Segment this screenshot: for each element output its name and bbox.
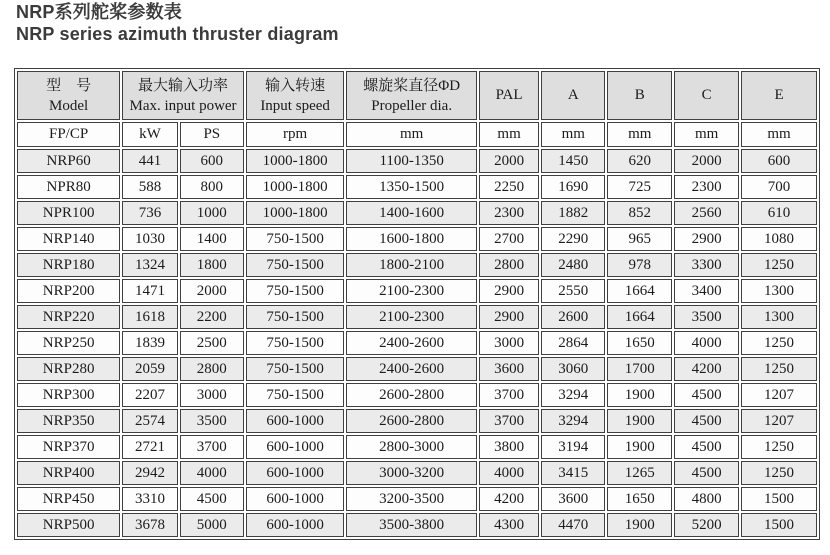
unit-cell: mm bbox=[607, 122, 672, 147]
value-cell: 4500 bbox=[674, 383, 739, 407]
unit-cell: mm bbox=[674, 122, 739, 147]
value-cell: 725 bbox=[607, 175, 672, 199]
table-row bbox=[17, 227, 817, 251]
value-cell: 610 bbox=[741, 201, 817, 225]
value-cell: 2800-3000 bbox=[346, 435, 477, 459]
value-cell: 1300 bbox=[741, 279, 817, 303]
value-cell: 750-1500 bbox=[246, 305, 345, 329]
col-header-power-cn: 最大输入功率 bbox=[138, 77, 229, 94]
value-cell: 3294 bbox=[541, 409, 605, 433]
value-cell: 1324 bbox=[122, 253, 178, 277]
value-cell: 600-1000 bbox=[246, 435, 345, 459]
model-cell: NRP350 bbox=[17, 409, 120, 433]
value-cell: 5200 bbox=[674, 513, 739, 537]
value-cell: 3415 bbox=[541, 461, 605, 485]
value-cell: 2400-2600 bbox=[346, 357, 477, 381]
value-cell: 2550 bbox=[541, 279, 605, 303]
value-cell: 3700 bbox=[479, 383, 539, 407]
value-cell: 2000 bbox=[674, 149, 739, 173]
value-cell: 2480 bbox=[541, 253, 605, 277]
value-cell: 1900 bbox=[607, 409, 672, 433]
value-cell: 2700 bbox=[479, 227, 539, 251]
value-cell: 2942 bbox=[122, 461, 178, 485]
model-cell: NRP180 bbox=[17, 253, 120, 277]
value-cell: 4470 bbox=[541, 513, 605, 537]
value-cell: 2800 bbox=[479, 253, 539, 277]
value-cell: 2000 bbox=[180, 279, 244, 303]
value-cell: 1000-1800 bbox=[246, 201, 345, 225]
value-cell: 1882 bbox=[541, 201, 605, 225]
col-header-model-cn: 型 号 bbox=[46, 77, 92, 94]
value-cell: 1250 bbox=[741, 331, 817, 355]
value-cell: 620 bbox=[607, 149, 672, 173]
thruster-spec-table bbox=[14, 68, 820, 540]
value-cell: 1400 bbox=[180, 227, 244, 251]
value-cell: 3500 bbox=[180, 409, 244, 433]
value-cell: 2900 bbox=[479, 305, 539, 329]
model-cell: NRP300 bbox=[17, 383, 120, 407]
value-cell: 1207 bbox=[741, 409, 817, 433]
value-cell: 2250 bbox=[479, 175, 539, 199]
value-cell: 3300 bbox=[674, 253, 739, 277]
value-cell: 1000-1800 bbox=[246, 175, 345, 199]
value-cell: 1650 bbox=[607, 487, 672, 511]
table-row bbox=[17, 331, 817, 355]
value-cell: 1600-1800 bbox=[346, 227, 477, 251]
table-row bbox=[17, 305, 817, 329]
value-cell: 441 bbox=[122, 149, 178, 173]
page-title-en: NRP series azimuth thruster diagram bbox=[16, 24, 339, 44]
value-cell: 2290 bbox=[541, 227, 605, 251]
value-cell: 750-1500 bbox=[246, 331, 345, 355]
value-cell: 600 bbox=[180, 149, 244, 173]
value-cell: 1664 bbox=[607, 305, 672, 329]
model-cell: NRP200 bbox=[17, 279, 120, 303]
table-row bbox=[17, 357, 817, 381]
value-cell: 5000 bbox=[180, 513, 244, 537]
value-cell: 1471 bbox=[122, 279, 178, 303]
model-cell: NRP280 bbox=[17, 357, 120, 381]
value-cell: 3000 bbox=[180, 383, 244, 407]
value-cell: 3000 bbox=[479, 331, 539, 355]
unit-cell: kW bbox=[122, 122, 178, 147]
table-row bbox=[17, 383, 817, 407]
value-cell: 4500 bbox=[674, 435, 739, 459]
value-cell: 2721 bbox=[122, 435, 178, 459]
value-cell: 1900 bbox=[607, 513, 672, 537]
col-header-speed-en: Input speed bbox=[260, 97, 330, 114]
value-cell: 2900 bbox=[479, 279, 539, 303]
value-cell: 4500 bbox=[674, 409, 739, 433]
table-row bbox=[17, 279, 817, 303]
table-row bbox=[17, 409, 817, 433]
value-cell: 1000-1800 bbox=[246, 149, 345, 173]
value-cell: 1250 bbox=[741, 357, 817, 381]
value-cell: 2100-2300 bbox=[346, 279, 477, 303]
value-cell: 2200 bbox=[180, 305, 244, 329]
value-cell: 1265 bbox=[607, 461, 672, 485]
value-cell: 4300 bbox=[479, 513, 539, 537]
value-cell: 600-1000 bbox=[246, 513, 345, 537]
value-cell: 3400 bbox=[674, 279, 739, 303]
value-cell: 600 bbox=[741, 149, 817, 173]
value-cell: 3500 bbox=[674, 305, 739, 329]
value-cell: 600-1000 bbox=[246, 409, 345, 433]
col-header-model bbox=[17, 71, 120, 120]
table-row bbox=[17, 487, 817, 511]
value-cell: 3700 bbox=[180, 435, 244, 459]
value-cell: 1000 bbox=[180, 201, 244, 225]
value-cell: 750-1500 bbox=[246, 383, 345, 407]
model-cell: NRP140 bbox=[17, 227, 120, 251]
value-cell: 1900 bbox=[607, 435, 672, 459]
col-header-speed-cn: 输入转速 bbox=[265, 77, 326, 94]
model-cell: NRP500 bbox=[17, 513, 120, 537]
value-cell: 4000 bbox=[180, 461, 244, 485]
model-cell: NRP250 bbox=[17, 331, 120, 355]
value-cell: 1080 bbox=[741, 227, 817, 251]
value-cell: 3194 bbox=[541, 435, 605, 459]
value-cell: 750-1500 bbox=[246, 227, 345, 251]
value-cell: 1250 bbox=[741, 461, 817, 485]
value-cell: 2207 bbox=[122, 383, 178, 407]
value-cell: 3500-3800 bbox=[346, 513, 477, 537]
value-cell: 2300 bbox=[674, 175, 739, 199]
value-cell: 1664 bbox=[607, 279, 672, 303]
model-cell: NPR80 bbox=[17, 175, 120, 199]
value-cell: 750-1500 bbox=[246, 253, 345, 277]
unit-cell: mm bbox=[741, 122, 817, 147]
value-cell: 3600 bbox=[541, 487, 605, 511]
col-header-e: E bbox=[741, 71, 817, 120]
page-title bbox=[16, 1, 339, 45]
value-cell: 1250 bbox=[741, 253, 817, 277]
value-cell: 2600-2800 bbox=[346, 409, 477, 433]
value-cell: 1690 bbox=[541, 175, 605, 199]
value-cell: 1618 bbox=[122, 305, 178, 329]
value-cell: 4500 bbox=[180, 487, 244, 511]
value-cell: 2300 bbox=[479, 201, 539, 225]
value-cell: 1450 bbox=[541, 149, 605, 173]
value-cell: 3600 bbox=[479, 357, 539, 381]
value-cell: 4800 bbox=[674, 487, 739, 511]
unit-cell: mm bbox=[479, 122, 539, 147]
value-cell: 1700 bbox=[607, 357, 672, 381]
value-cell: 3200-3500 bbox=[346, 487, 477, 511]
col-header-max-input-power bbox=[122, 71, 244, 120]
value-cell: 600-1000 bbox=[246, 487, 345, 511]
model-cell: NRP400 bbox=[17, 461, 120, 485]
col-header-model-en: Model bbox=[49, 97, 89, 114]
value-cell: 4200 bbox=[674, 357, 739, 381]
table-row bbox=[17, 175, 817, 199]
header-row bbox=[17, 71, 817, 120]
value-cell: 750-1500 bbox=[246, 357, 345, 381]
value-cell: 2560 bbox=[674, 201, 739, 225]
model-cell: NRP450 bbox=[17, 487, 120, 511]
value-cell: 852 bbox=[607, 201, 672, 225]
value-cell: 1100-1350 bbox=[346, 149, 477, 173]
value-cell: 3000-3200 bbox=[346, 461, 477, 485]
value-cell: 2400-2600 bbox=[346, 331, 477, 355]
value-cell: 2059 bbox=[122, 357, 178, 381]
value-cell: 600-1000 bbox=[246, 461, 345, 485]
table-body bbox=[17, 149, 817, 537]
table-row bbox=[17, 253, 817, 277]
value-cell: 2574 bbox=[122, 409, 178, 433]
value-cell: 3800 bbox=[479, 435, 539, 459]
value-cell: 1500 bbox=[741, 513, 817, 537]
value-cell: 1400-1600 bbox=[346, 201, 477, 225]
unit-cell: rpm bbox=[246, 122, 345, 147]
value-cell: 1207 bbox=[741, 383, 817, 407]
unit-cell: PS bbox=[180, 122, 244, 147]
value-cell: 1800 bbox=[180, 253, 244, 277]
value-cell: 965 bbox=[607, 227, 672, 251]
value-cell: 2864 bbox=[541, 331, 605, 355]
col-header-input-speed bbox=[246, 71, 345, 120]
value-cell: 1350-1500 bbox=[346, 175, 477, 199]
model-cell: NRP370 bbox=[17, 435, 120, 459]
value-cell: 3294 bbox=[541, 383, 605, 407]
value-cell: 750-1500 bbox=[246, 279, 345, 303]
value-cell: 1900 bbox=[607, 383, 672, 407]
col-header-c: C bbox=[674, 71, 739, 120]
table-row bbox=[17, 461, 817, 485]
value-cell: 2800 bbox=[180, 357, 244, 381]
value-cell: 2500 bbox=[180, 331, 244, 355]
unit-cell: FP/CP bbox=[17, 122, 120, 147]
value-cell: 700 bbox=[741, 175, 817, 199]
col-header-pal: PAL bbox=[479, 71, 539, 120]
col-header-b: B bbox=[607, 71, 672, 120]
value-cell: 588 bbox=[122, 175, 178, 199]
model-cell: NRP220 bbox=[17, 305, 120, 329]
value-cell: 4000 bbox=[674, 331, 739, 355]
value-cell: 1800-2100 bbox=[346, 253, 477, 277]
value-cell: 800 bbox=[180, 175, 244, 199]
value-cell: 2600-2800 bbox=[346, 383, 477, 407]
value-cell: 2600 bbox=[541, 305, 605, 329]
value-cell: 1030 bbox=[122, 227, 178, 251]
value-cell: 1250 bbox=[741, 435, 817, 459]
col-header-propeller-dia bbox=[346, 71, 477, 120]
value-cell: 3060 bbox=[541, 357, 605, 381]
value-cell: 1300 bbox=[741, 305, 817, 329]
value-cell: 4000 bbox=[479, 461, 539, 485]
value-cell: 4200 bbox=[479, 487, 539, 511]
table-row bbox=[17, 201, 817, 225]
value-cell: 2100-2300 bbox=[346, 305, 477, 329]
value-cell: 2900 bbox=[674, 227, 739, 251]
table-row bbox=[17, 513, 817, 537]
value-cell: 736 bbox=[122, 201, 178, 225]
value-cell: 4500 bbox=[674, 461, 739, 485]
value-cell: 3310 bbox=[122, 487, 178, 511]
col-header-propeller-cn: 螺旋桨直径ΦD bbox=[363, 77, 461, 94]
col-header-power-en: Max. input power bbox=[129, 97, 237, 114]
value-cell: 3700 bbox=[479, 409, 539, 433]
value-cell: 1500 bbox=[741, 487, 817, 511]
col-header-propeller-en: Propeller dia. bbox=[371, 97, 453, 114]
unit-cell: mm bbox=[541, 122, 605, 147]
col-header-a: A bbox=[541, 71, 605, 120]
units-row bbox=[17, 122, 817, 147]
value-cell: 2000 bbox=[479, 149, 539, 173]
table-row bbox=[17, 149, 817, 173]
table-row bbox=[17, 435, 817, 459]
page-title-cn: NRP系列舵桨参数表 bbox=[16, 2, 183, 22]
model-cell: NRP60 bbox=[17, 149, 120, 173]
value-cell: 978 bbox=[607, 253, 672, 277]
value-cell: 3678 bbox=[122, 513, 178, 537]
value-cell: 1650 bbox=[607, 331, 672, 355]
unit-cell: mm bbox=[346, 122, 477, 147]
value-cell: 1839 bbox=[122, 331, 178, 355]
model-cell: NPR100 bbox=[17, 201, 120, 225]
